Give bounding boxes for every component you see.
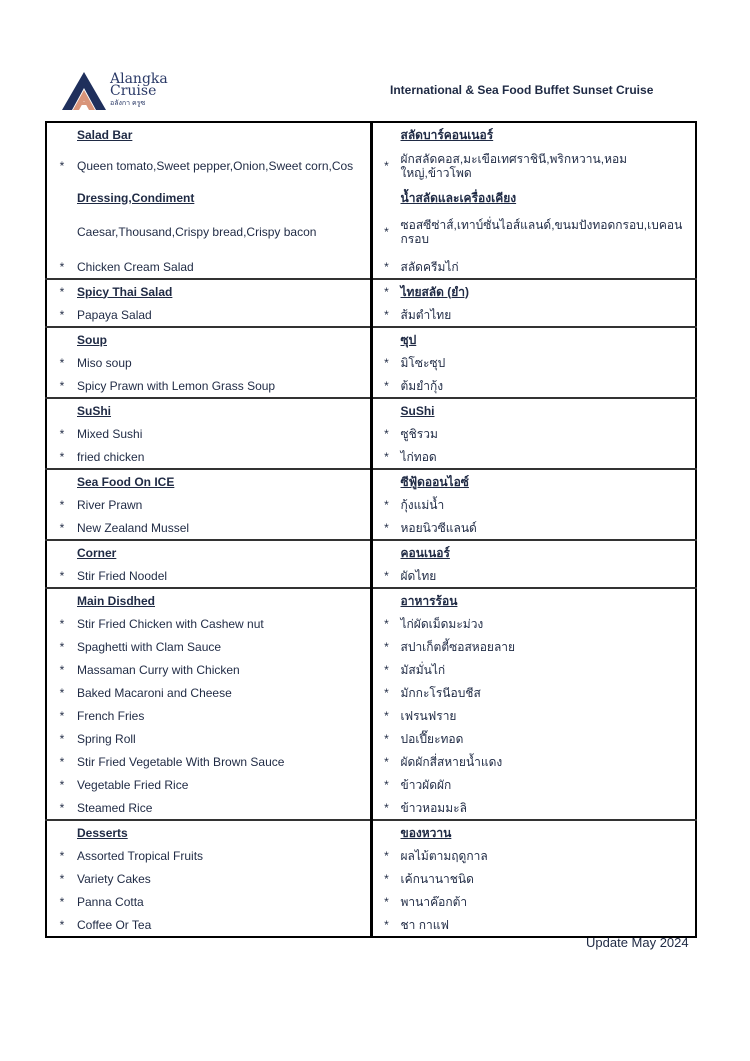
menu-item-label: ผักสลัดคอส,มะเขือเทศราชินี,พริกหวาน,หอมใหญ่,ข้าวโพด	[400, 152, 628, 180]
bullet-star-icon: *	[59, 708, 65, 723]
bullet-star-icon: *	[59, 754, 65, 769]
menu-item	[47, 796, 370, 819]
bullet-star-icon: *	[59, 259, 65, 274]
bullet-star-icon: *	[59, 378, 65, 393]
menu-item	[373, 351, 696, 374]
menu-item-label: Queen tomato,Sweet pepper,Onion,Sweet corn,Cos	[77, 159, 354, 173]
english-column	[46, 279, 371, 327]
menu-item	[47, 303, 370, 326]
menu-item	[47, 750, 370, 773]
menu-item-label: ซูชิรวม	[400, 426, 438, 441]
menu-item	[373, 445, 696, 468]
brand-line2: Cruise	[110, 83, 157, 99]
menu-item-label: หอยนิวซีแลนด์	[400, 520, 477, 535]
menu-item	[373, 422, 696, 445]
menu-section	[46, 398, 696, 469]
bullet-star-icon: *	[384, 449, 389, 464]
menu-item-label: ข้าวผัดผัก	[400, 777, 452, 792]
section-heading-label: ซีฟู้ดออนไอซ์	[400, 474, 469, 489]
bullet-star-icon: *	[384, 426, 389, 441]
update-date: Update May 2024	[586, 935, 689, 950]
bullet-star-icon: *	[384, 708, 389, 723]
brand-thai: อลังกา ครูซ	[110, 100, 146, 107]
bullet-star-icon: *	[59, 848, 65, 863]
menu-item-label: Coffee Or Tea	[77, 917, 152, 932]
english-column	[46, 588, 371, 820]
thai-column	[371, 398, 696, 469]
brand-logo	[60, 70, 190, 114]
brand-name	[110, 73, 168, 110]
bullet-star-icon: *	[384, 848, 389, 863]
bullet-star-icon: *	[59, 616, 65, 631]
menu-item	[373, 146, 696, 186]
menu-item-label: เฟรนฟราย	[400, 708, 457, 723]
bullet-star-icon: *	[59, 520, 65, 535]
menu-item	[373, 493, 696, 516]
menu-item-label: มิโซะซุป	[400, 355, 446, 370]
bullet-star-icon: *	[384, 800, 389, 815]
section-heading-label: Main Disdhed	[77, 593, 156, 608]
section-heading	[47, 280, 370, 303]
section-heading	[373, 821, 696, 844]
section-heading	[47, 589, 370, 612]
bullet-star-icon: *	[59, 917, 65, 932]
menu-item	[47, 867, 370, 890]
section-heading	[373, 123, 696, 146]
menu-item-label: สลัดครีมไก่	[400, 259, 459, 274]
bullet-star-icon: *	[59, 731, 65, 746]
menu-item	[47, 913, 370, 936]
menu-item-label: Caesar,Thousand,Crispy bread,Crispy bacon	[77, 225, 317, 239]
menu-item	[373, 750, 696, 773]
bullet-star-icon: *	[59, 449, 65, 464]
menu-item	[47, 704, 370, 727]
section-heading	[373, 186, 696, 209]
bullet-star-icon: *	[384, 731, 389, 746]
section-heading-label: Sea Food On ICE	[77, 474, 175, 489]
menu-item	[373, 612, 696, 635]
document-title: International & Sea Food Buffet Sunset Cruise	[390, 83, 654, 97]
menu-item	[47, 493, 370, 516]
menu-item	[47, 564, 370, 587]
section-heading	[373, 541, 696, 564]
bullet-star-icon: *	[59, 568, 65, 583]
menu-item-label: ผัดไทย	[400, 568, 437, 583]
section-heading-label: ไทยสลัด (ยำ)	[400, 284, 470, 299]
menu-item	[373, 635, 696, 658]
section-heading-label: น้ำสลัดและเครื่องเคียง	[400, 190, 517, 205]
english-column	[46, 820, 371, 937]
section-heading	[373, 470, 696, 493]
section-heading-label: SuShi	[77, 403, 112, 418]
brand-line1: Alangka	[110, 71, 168, 87]
bullet-star-icon: *	[384, 754, 389, 769]
menu-item	[47, 635, 370, 658]
bullet-star-icon: *	[384, 378, 389, 393]
bullet-star-icon: *	[59, 497, 65, 512]
menu-item	[47, 209, 370, 255]
bullet-star-icon: *	[384, 307, 389, 322]
menu-section	[46, 540, 696, 588]
menu-section	[46, 122, 696, 279]
menu-item	[47, 890, 370, 913]
menu-item-label: Massaman Curry with Chicken	[77, 662, 240, 677]
menu-item	[373, 913, 696, 936]
menu-item-label: Assorted Tropical Fruits	[77, 848, 204, 863]
bullet-star-icon: *	[384, 497, 389, 512]
section-heading-label: Spicy Thai Salad	[77, 284, 173, 299]
menu-item	[47, 658, 370, 681]
menu-item	[47, 445, 370, 468]
menu-item	[373, 890, 696, 913]
section-heading-label: Desserts	[77, 825, 128, 840]
thai-column	[371, 540, 696, 588]
section-heading-label: ของหวาน	[400, 825, 452, 840]
menu-item-label: ผลไม้ตามฤดูกาล	[400, 848, 488, 863]
section-heading-label: Corner	[77, 545, 117, 560]
menu-item-label: ผัดผักสี่สหายน้ำแดง	[400, 754, 503, 769]
menu-item	[373, 773, 696, 796]
section-heading-label: สลัดบาร์คอนเนอร์	[400, 127, 494, 142]
menu-item	[47, 351, 370, 374]
bullet-star-icon: *	[384, 917, 389, 932]
menu-section	[46, 588, 696, 820]
menu-item-label: fried chicken	[77, 449, 145, 464]
menu-table	[45, 121, 697, 938]
menu-item	[373, 303, 696, 326]
menu-item	[373, 516, 696, 539]
bullet-star-icon: *	[384, 568, 389, 583]
section-heading-label: Soup	[77, 332, 107, 347]
bullet-star-icon: *	[59, 307, 65, 322]
bullet-star-icon: *	[384, 616, 389, 631]
bullet-star-icon: *	[384, 685, 389, 700]
menu-item-label: สปาเก็ตตี้ซอสหอยลาย	[400, 639, 516, 654]
section-heading	[373, 328, 696, 351]
section-heading	[373, 280, 696, 303]
menu-item-label: Papaya Salad	[77, 307, 152, 322]
menu-item-label: Stir Fried Vegetable With Brown Sauce	[77, 754, 285, 769]
bullet-star-icon: *	[384, 662, 389, 677]
menu-item-label: มักกะโรนีอบชีส	[400, 685, 481, 700]
bullet-star-icon: *	[59, 777, 65, 792]
bullet-star-icon: *	[384, 259, 389, 274]
menu-section	[46, 327, 696, 398]
menu-item-label: Spring Roll	[77, 731, 136, 746]
menu-item-label: Miso soup	[77, 355, 132, 370]
menu-item-label: ปอเปี๊ยะทอด	[400, 731, 464, 746]
bullet-star-icon: *	[59, 871, 65, 886]
menu-item	[47, 422, 370, 445]
menu-item-label: ชา กาแฟ	[400, 917, 449, 932]
bullet-star-icon: *	[59, 800, 65, 815]
bullet-star-icon: *	[384, 355, 389, 370]
menu-item-label: New Zealand Mussel	[77, 520, 190, 535]
thai-column	[371, 279, 696, 327]
bullet-star-icon: *	[384, 894, 389, 909]
menu-item	[373, 844, 696, 867]
menu-item	[373, 796, 696, 819]
section-heading	[47, 470, 370, 493]
section-heading	[47, 399, 370, 422]
menu-item-label: กุ้งแม่น้ำ	[400, 497, 445, 512]
menu-item	[373, 564, 696, 587]
thai-column	[371, 588, 696, 820]
section-heading	[47, 541, 370, 564]
menu-item	[47, 681, 370, 704]
menu-item-label: Baked Macaroni and Cheese	[77, 685, 232, 700]
menu-item	[47, 516, 370, 539]
menu-item-label: ไก่ผัดเม็ดมะม่วง	[400, 616, 484, 631]
bullet-star-icon: *	[59, 355, 65, 370]
menu-section	[46, 279, 696, 327]
menu-item-label: Panna Cotta	[77, 894, 144, 909]
bullet-star-icon: *	[384, 871, 389, 886]
menu-item	[373, 867, 696, 890]
english-column	[46, 398, 371, 469]
menu-item	[373, 374, 696, 397]
menu-item	[373, 255, 696, 278]
triangle-logo-icon	[60, 70, 108, 112]
english-column	[46, 540, 371, 588]
menu-item	[373, 727, 696, 750]
menu-item-label: Stir Fried Noodel	[77, 568, 168, 583]
bullet-star-icon: *	[59, 159, 65, 173]
menu-item-label: Spaghetti with Clam Sauce	[77, 639, 222, 654]
menu-item-label: French Fries	[77, 708, 145, 723]
menu-item-label: ส้มตำไทย	[400, 307, 452, 322]
bullet-star-icon: *	[59, 894, 65, 909]
section-heading-label: คอนเนอร์	[400, 545, 450, 560]
menu-item-label: ข้าวหอมมะลิ	[400, 800, 467, 815]
menu-item-label: Steamed Rice	[77, 800, 153, 815]
menu-item-label: ไก่ทอด	[400, 449, 437, 464]
menu-item-label: Stir Fried Chicken with Cashew nut	[77, 616, 264, 631]
menu-item	[47, 844, 370, 867]
menu-item	[373, 681, 696, 704]
menu-item	[47, 727, 370, 750]
menu-item-label: Vegetable Fried Rice	[77, 777, 189, 792]
menu-section	[46, 469, 696, 540]
thai-column	[371, 820, 696, 937]
bullet-star-icon: *	[384, 284, 389, 299]
menu-item-label: Variety Cakes	[77, 871, 151, 886]
menu-item-label: ต้มยำกุ้ง	[400, 378, 444, 393]
bullet-star-icon: *	[384, 777, 389, 792]
thai-column	[371, 122, 696, 279]
menu-item	[373, 209, 696, 255]
menu-item	[47, 255, 370, 278]
menu-item-label: พานาค๊อกต้า	[400, 894, 468, 909]
menu-item-label: Chicken Cream Salad	[77, 259, 194, 274]
section-heading-label: อาหารร้อน	[400, 593, 458, 608]
section-heading-label: Salad Bar	[77, 127, 133, 142]
thai-column	[371, 469, 696, 540]
thai-column	[371, 327, 696, 398]
section-heading-label: SuShi	[400, 403, 435, 418]
section-heading	[47, 123, 370, 146]
menu-item	[373, 658, 696, 681]
menu-item-label: River Prawn	[77, 497, 143, 512]
menu-item	[47, 374, 370, 397]
bullet-star-icon: *	[59, 426, 65, 441]
bullet-star-icon: *	[384, 159, 389, 173]
bullet-star-icon: *	[384, 225, 389, 239]
english-column	[46, 469, 371, 540]
section-heading	[373, 399, 696, 422]
bullet-star-icon: *	[384, 639, 389, 654]
english-column	[46, 122, 371, 279]
menu-item-label: Mixed Sushi	[77, 426, 143, 441]
menu-item-label: ซอสซีซ่าส์,เทาบ์ซั่นไอส์แลนด์,ขนมปังทอดกรอบ,เบคอนกรอบ	[400, 218, 683, 246]
bullet-star-icon: *	[59, 685, 65, 700]
section-heading-label: Dressing,Condiment	[77, 190, 195, 205]
section-heading	[47, 186, 370, 209]
menu-item-label: มัสมั่นไก่	[400, 662, 446, 677]
bullet-star-icon: *	[59, 284, 65, 299]
menu-item-label: เค้กนานาชนิด	[400, 871, 474, 886]
menu-item	[47, 612, 370, 635]
menu-item	[47, 773, 370, 796]
bullet-star-icon: *	[384, 520, 389, 535]
section-heading	[47, 821, 370, 844]
section-heading	[373, 589, 696, 612]
menu-section	[46, 820, 696, 937]
section-heading-label: ซุป	[400, 332, 417, 347]
english-column	[46, 327, 371, 398]
section-heading	[47, 328, 370, 351]
menu-item	[373, 704, 696, 727]
menu-item-label: Spicy Prawn with Lemon Grass Soup	[77, 378, 276, 393]
menu-item	[47, 146, 370, 186]
bullet-star-icon: *	[59, 639, 65, 654]
bullet-star-icon: *	[59, 662, 65, 677]
